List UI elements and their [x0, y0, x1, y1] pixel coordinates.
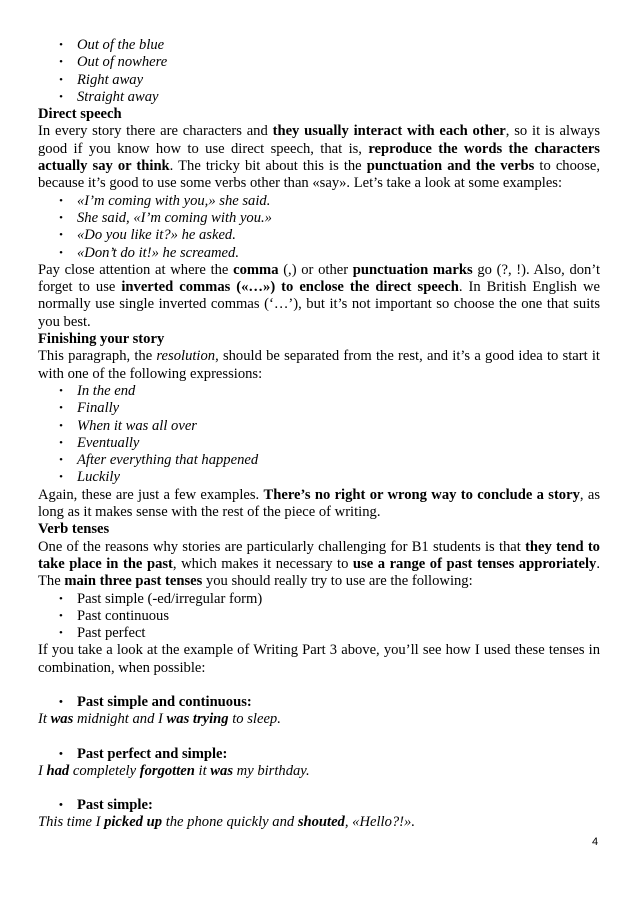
tense-example-heading-2	[38, 746, 600, 763]
paragraph-conclusion: Again, these are just a few examples. There’s no right or wrong way to conclude a story, as long as it makes sense with the rest of the piece of writing.	[38, 486, 600, 521]
list-item: • Right away	[38, 72, 600, 89]
tense-list	[38, 591, 600, 643]
list-item: • Past simple:	[38, 797, 600, 814]
list-item: • Finally	[38, 400, 600, 417]
ending-expression-list	[38, 383, 600, 487]
page-number: 4	[592, 836, 599, 848]
heading-direct-speech: Direct speech	[38, 106, 122, 123]
tense-example-sentence-3: This time I picked up the phone quickly and shouted, «Hello?!».	[38, 814, 415, 831]
tense-example-heading-3	[38, 797, 600, 814]
list-item: • When it was all over	[38, 418, 600, 435]
paragraph-tense-intro: If you take a look at the example of Writing Part 3 above, you’ll see how I used these tenses in combination, when possible:	[38, 642, 600, 676]
heading-verb-tenses: Verb tenses	[38, 521, 110, 538]
list-item: • «Do you like it?» he asked.	[38, 227, 600, 244]
list-item: • In the end	[38, 383, 600, 400]
expression-list-top	[38, 37, 600, 106]
tense-example-sentence-1: It was midnight and I was trying to sleep.	[38, 711, 281, 728]
list-item: • Out of nowhere	[38, 54, 600, 71]
document-page	[38, 37, 600, 832]
list-item: • Past simple (-ed/irregular form)	[38, 591, 600, 608]
list-item: • Past continuous	[38, 608, 600, 625]
paragraph-punctuation: Pay close attention at where the comma (,) or other punctuation marks go (?, !). Also, don’t forget to use inverted commas («…») to enclose the direct speech. In British English we normally use single inverted commas (‘…’), but it’s not important so choose the one that suits you best.	[38, 261, 600, 330]
paragraph-verb-tenses: One of the reasons why stories are particularly challenging for B1 students is that they tend to take place in the past, which makes it necessary to use a range of past tenses approriately. The main three past tenses you should really try to use are the following:	[38, 538, 600, 590]
list-item: • Luckily	[38, 469, 600, 486]
list-item: • Out of the blue	[38, 37, 600, 54]
list-item: • Straight away	[38, 89, 600, 106]
list-item: • Past perfect and simple:	[38, 746, 600, 763]
list-item: • Eventually	[38, 435, 600, 452]
list-item: • She said, «I’m coming with you.»	[38, 210, 600, 227]
heading-finishing-story: Finishing your story	[38, 331, 165, 348]
paragraph-direct-speech-intro: In every story there are characters and they usually interact with each other, so it is always good if you know how to use direct speech, that is, reproduce the words the characters actually say or think. The tricky bit about this is the punctuation and the verbs to choose, because it’s good to use some verbs other than «say». Let’s take a look at some examples:	[38, 123, 600, 192]
tense-example-sentence-2: I had completely forgotten it was my birthday.	[38, 762, 310, 779]
list-item: • Past perfect	[38, 625, 600, 642]
list-item: • After everything that happened	[38, 452, 600, 469]
list-item: • «I’m coming with you,» she said.	[38, 193, 600, 210]
direct-speech-example-list	[38, 193, 600, 262]
list-item: • Past simple and continuous:	[38, 694, 600, 711]
tense-example-heading-1	[38, 694, 600, 711]
list-item: • «Don’t do it!» he screamed.	[38, 245, 600, 262]
paragraph-resolution: This paragraph, the resolution, should be separated from the rest, and it’s a good idea to start it with one of the following expressions:	[38, 348, 600, 382]
